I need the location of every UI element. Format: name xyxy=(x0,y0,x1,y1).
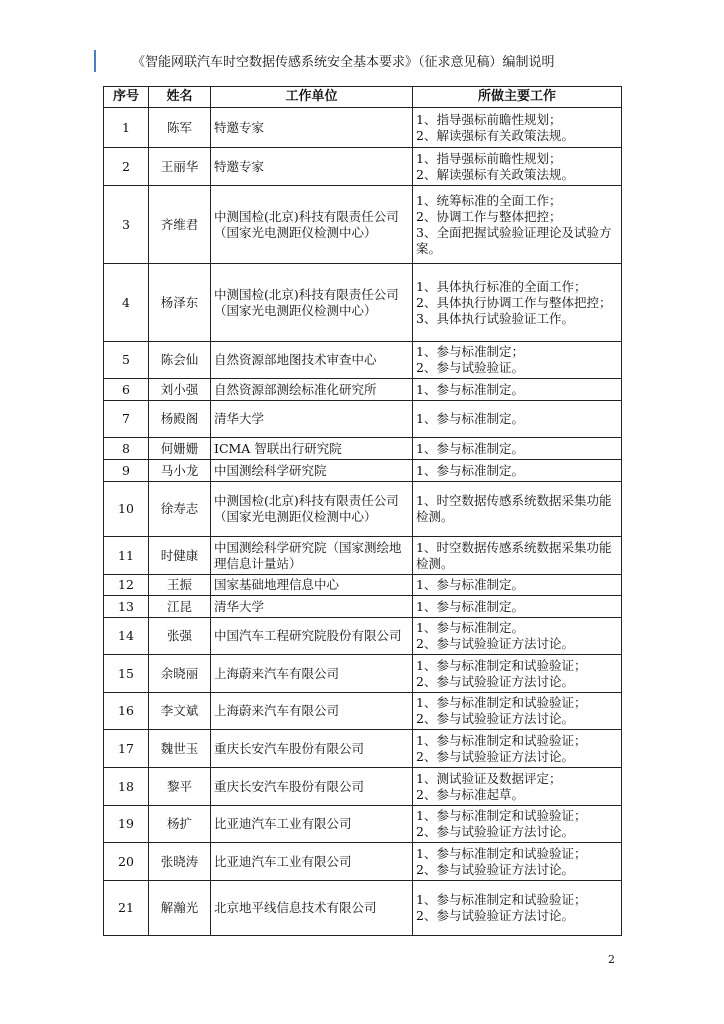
work-line: 1、测试验证及数据评定； xyxy=(416,770,562,786)
main-work xyxy=(413,460,622,482)
work-line: 2、参与试验验证方法讨论。 xyxy=(416,824,574,839)
person-name: 徐寿志 xyxy=(149,482,211,537)
work-line: 2、参与试验验证。 xyxy=(416,360,524,375)
work-line: 1、具体执行标准的全面工作； xyxy=(416,278,587,294)
table-row xyxy=(104,148,622,186)
row-number: 12 xyxy=(104,575,149,596)
column-header-work: 所做主要工作 xyxy=(413,87,622,108)
work-unit: 自然资源部地图技术审查中心 xyxy=(211,342,413,379)
work-unit: 重庆长安汽车股份有限公司 xyxy=(211,768,413,806)
row-number: 18 xyxy=(104,768,149,806)
header-accent-bar xyxy=(94,50,96,72)
work-line: 2、参与试验验证方法讨论。 xyxy=(416,673,574,689)
person-name: 刘小强 xyxy=(149,379,211,401)
table-row xyxy=(104,693,622,730)
row-number: 1 xyxy=(104,108,149,148)
work-unit: 上海蔚来汽车有限公司 xyxy=(211,693,413,730)
work-line: 2、协调工作与整体把控； xyxy=(416,208,562,224)
table-header-row xyxy=(104,87,622,108)
table-row xyxy=(104,596,622,618)
table-row xyxy=(104,655,622,693)
person-name: 江昆 xyxy=(149,596,211,618)
work-line: 3、全面把握试验验证理论及试验方案。 xyxy=(416,224,612,256)
work-line: 1、参与标准制定。 xyxy=(416,462,524,478)
work-line: 1、指导强标前瞻性规划； xyxy=(416,150,562,166)
work-line: 1、参与标准制定； xyxy=(416,344,524,359)
work-line: 2、参与试验验证方法讨论。 xyxy=(416,908,574,923)
page-number: 2 xyxy=(608,953,615,966)
work-unit: 中测国检(北京)科技有限责任公司（国家光电测距仪检测中心） xyxy=(211,482,413,537)
person-name: 李文斌 xyxy=(149,693,211,730)
table-body xyxy=(104,108,622,936)
work-line: 1、统筹标准的全面工作； xyxy=(416,192,562,208)
person-name: 齐维君 xyxy=(149,186,211,264)
work-unit: 比亚迪汽车工业有限公司 xyxy=(211,806,413,843)
row-number: 20 xyxy=(104,843,149,881)
work-line: 1、指导强标前瞻性规划； xyxy=(416,111,562,127)
work-unit: 清华大学 xyxy=(211,401,413,438)
main-work xyxy=(413,537,622,575)
work-line: 1、参与标准制定。 xyxy=(416,620,524,635)
work-unit: 中国测绘科学研究院（国家测绘地理信息计量站） xyxy=(211,537,413,575)
work-unit: 北京地平线信息技术有限公司 xyxy=(211,881,413,936)
row-number: 2 xyxy=(104,148,149,186)
main-work xyxy=(413,730,622,768)
work-unit: 中测国检(北京)科技有限责任公司（国家光电测距仪检测中心） xyxy=(211,264,413,342)
work-line: 1、参与标准制定和试验验证； xyxy=(416,845,587,861)
person-name: 张强 xyxy=(149,618,211,655)
table-row xyxy=(104,575,622,596)
main-work xyxy=(413,148,622,186)
work-line: 2、参与试验验证方法讨论。 xyxy=(416,748,574,764)
work-unit: 中测国检(北京)科技有限责任公司（国家光电测距仪检测中心） xyxy=(211,186,413,264)
row-number: 5 xyxy=(104,342,149,379)
table-row xyxy=(104,401,622,438)
work-line: 1、参与标准制定。 xyxy=(416,598,524,614)
main-work xyxy=(413,768,622,806)
work-line: 2、参与试验验证方法讨论。 xyxy=(416,861,574,877)
main-work xyxy=(413,806,622,843)
table-row xyxy=(104,264,622,342)
page-header-title: 《智能网联汽车时空数据传感系统安全基本要求》（征求意见稿）编制说明 xyxy=(132,55,555,70)
work-line: 1、参与标准制定。 xyxy=(416,411,524,426)
person-name: 马小龙 xyxy=(149,460,211,482)
work-unit: 中国汽车工程研究院股份有限公司 xyxy=(211,618,413,655)
work-line: 1、参与标准制定。 xyxy=(416,577,524,592)
person-name: 王丽华 xyxy=(149,148,211,186)
work-unit: 中国测绘科学研究院 xyxy=(211,460,413,482)
main-work xyxy=(413,881,622,936)
work-line: 1、参与标准制定和试验验证； xyxy=(416,732,587,748)
person-name: 何姗姗 xyxy=(149,438,211,460)
table-row xyxy=(104,806,622,843)
main-work xyxy=(413,379,622,401)
row-number: 14 xyxy=(104,618,149,655)
work-unit: 国家基础地理信息中心 xyxy=(211,575,413,596)
column-header-unit: 工作单位 xyxy=(211,87,413,108)
table-row xyxy=(104,618,622,655)
work-unit: 清华大学 xyxy=(211,596,413,618)
person-name: 黎平 xyxy=(149,768,211,806)
table-row xyxy=(104,768,622,806)
table-row xyxy=(104,186,622,264)
row-number: 19 xyxy=(104,806,149,843)
work-line: 2、具体执行协调工作与整体把控； xyxy=(416,294,612,310)
row-number: 13 xyxy=(104,596,149,618)
work-line: 2、参与标准起草。 xyxy=(416,786,524,802)
main-work xyxy=(413,482,622,537)
main-work xyxy=(413,618,622,655)
work-line: 2、参与试验验证方法讨论。 xyxy=(416,636,574,651)
work-line: 1、参与标准制定和试验验证； xyxy=(416,808,587,823)
main-work xyxy=(413,108,622,148)
row-number: 9 xyxy=(104,460,149,482)
work-unit: ICMA 智联出行研究院 xyxy=(211,438,413,460)
row-number: 10 xyxy=(104,482,149,537)
work-unit: 重庆长安汽车股份有限公司 xyxy=(211,730,413,768)
table-row xyxy=(104,342,622,379)
person-name: 余晓丽 xyxy=(149,655,211,693)
person-name: 张晓涛 xyxy=(149,843,211,881)
work-line: 1、参与标准制定和试验验证； xyxy=(416,892,587,907)
table-row xyxy=(104,438,622,460)
table-row xyxy=(104,843,622,881)
work-line: 2、解读强标有关政策法规。 xyxy=(416,127,574,143)
person-name: 时健康 xyxy=(149,537,211,575)
person-name: 杨泽东 xyxy=(149,264,211,342)
main-work xyxy=(413,596,622,618)
column-header-name: 姓名 xyxy=(149,87,211,108)
work-line: 1、参与标准制定。 xyxy=(416,381,524,397)
main-work xyxy=(413,401,622,438)
work-unit: 比亚迪汽车工业有限公司 xyxy=(211,843,413,881)
work-line: 1、参与标准制定。 xyxy=(416,440,524,456)
table-row xyxy=(104,730,622,768)
main-work xyxy=(413,693,622,730)
person-name: 魏世玉 xyxy=(149,730,211,768)
person-name: 解瀚光 xyxy=(149,881,211,936)
main-work xyxy=(413,264,622,342)
work-line: 1、参与标准制定和试验验证； xyxy=(416,657,587,673)
row-number: 17 xyxy=(104,730,149,768)
row-number: 6 xyxy=(104,379,149,401)
work-line: 2、参与试验验证方法讨论。 xyxy=(416,711,574,726)
row-number: 11 xyxy=(104,537,149,575)
row-number: 7 xyxy=(104,401,149,438)
main-work xyxy=(413,575,622,596)
main-work xyxy=(413,655,622,693)
person-name: 王振 xyxy=(149,575,211,596)
main-work xyxy=(413,843,622,881)
work-unit: 自然资源部测绘标准化研究所 xyxy=(211,379,413,401)
row-number: 8 xyxy=(104,438,149,460)
row-number: 16 xyxy=(104,693,149,730)
table-row xyxy=(104,881,622,936)
main-work xyxy=(413,342,622,379)
work-line: 1、参与标准制定和试验验证； xyxy=(416,695,587,710)
column-header-number: 序号 xyxy=(104,87,149,108)
main-work xyxy=(413,186,622,264)
table-row xyxy=(104,379,622,401)
work-line: 1、时空数据传感系统数据采集功能检测。 xyxy=(416,539,612,571)
row-number: 15 xyxy=(104,655,149,693)
table-row xyxy=(104,460,622,482)
person-name: 杨扩 xyxy=(149,806,211,843)
person-name: 陈军 xyxy=(149,108,211,148)
table-row xyxy=(104,482,622,537)
work-unit: 特邀专家 xyxy=(211,148,413,186)
row-number: 4 xyxy=(104,264,149,342)
person-name: 杨殿阁 xyxy=(149,401,211,438)
person-name: 陈会仙 xyxy=(149,342,211,379)
main-work xyxy=(413,438,622,460)
work-unit: 上海蔚来汽车有限公司 xyxy=(211,655,413,693)
table-row xyxy=(104,537,622,575)
work-unit: 特邀专家 xyxy=(211,108,413,148)
work-line: 1、时空数据传感系统数据采集功能检测。 xyxy=(416,493,612,524)
table-row xyxy=(104,108,622,148)
row-number: 3 xyxy=(104,186,149,264)
drafting-staff-table xyxy=(103,86,622,936)
work-line: 2、解读强标有关政策法规。 xyxy=(416,166,574,182)
row-number: 21 xyxy=(104,881,149,936)
work-line: 3、具体执行试验验证工作。 xyxy=(416,310,574,326)
